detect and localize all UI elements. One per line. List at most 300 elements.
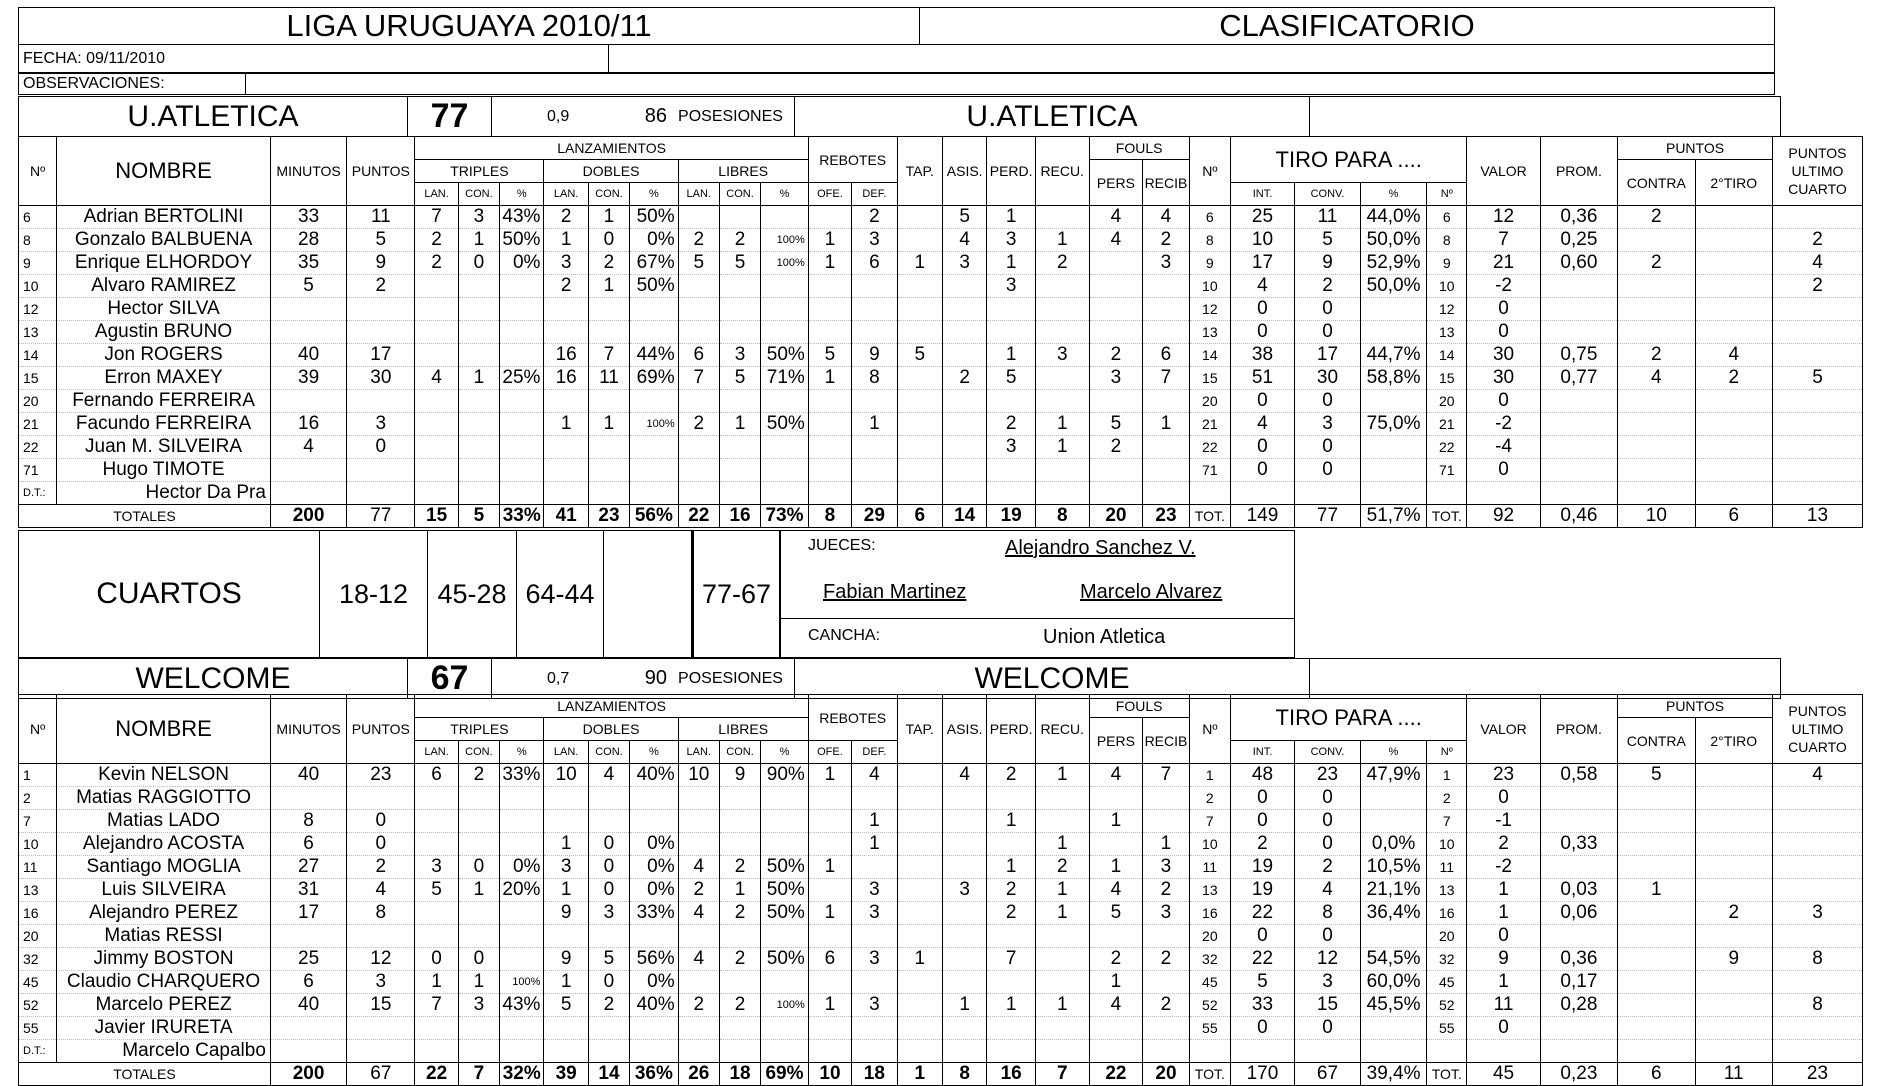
team2-lanzamientos-header: LANZAMIENTOS	[415, 695, 808, 718]
team2-valor: 9	[1467, 948, 1540, 971]
team2-nombre: Jimmy BOSTON	[57, 948, 271, 971]
team1-puntos	[347, 321, 415, 344]
player-row	[19, 764, 1863, 787]
team1-dt-blank	[719, 482, 760, 505]
team1-reb-ofe	[808, 436, 851, 459]
team1-minutos: 33	[270, 206, 346, 229]
observaciones-value	[246, 74, 1775, 95]
team1-segundo-tiro	[1695, 390, 1772, 413]
team1-ultimo-cuarto	[1772, 298, 1862, 321]
team2-recu: 1	[1035, 764, 1089, 787]
team1-reb-def: 3	[852, 229, 897, 252]
team2-tri-con: 2	[458, 764, 499, 787]
player-row	[19, 344, 1863, 367]
team1-tiro-pct	[1361, 390, 1427, 413]
team2-minutos: 25	[270, 948, 346, 971]
fecha-row	[18, 44, 1775, 73]
team1-reb-ofe: 1	[808, 252, 851, 275]
team1-recu	[1035, 321, 1089, 344]
player-row	[19, 436, 1863, 459]
team2-tri-con	[458, 902, 499, 925]
team1-dt-blank	[1467, 482, 1540, 505]
team2-tri-lan	[415, 902, 458, 925]
team2-int: 2	[1230, 833, 1294, 856]
team1-tiro-pct	[1361, 321, 1427, 344]
team1-nombre: Hector SILVA	[57, 298, 271, 321]
team1-f-pers	[1089, 459, 1143, 482]
cuartos-q3: 64-44	[517, 531, 604, 658]
team2-lib-lan: 4	[678, 948, 719, 971]
team2-recu	[1035, 787, 1089, 810]
team2-prom	[1540, 787, 1617, 810]
team1-f-recib: 7	[1143, 367, 1189, 390]
team1-lib-lan	[678, 390, 719, 413]
team2-dob-con: 0	[588, 879, 629, 902]
player-row	[19, 321, 1863, 344]
team1-dob-lan: 1	[544, 229, 588, 252]
team2-segundo-tiro	[1695, 787, 1772, 810]
team2-lib-con: 1	[719, 879, 760, 902]
team1-dob-lan: 3	[544, 252, 588, 275]
team2-totales-label: TOTALES	[19, 1063, 271, 1086]
team2-nro3: 2	[1427, 787, 1467, 810]
team1-dob-lan: 2	[544, 275, 588, 298]
team2-nro3: 10	[1427, 833, 1467, 856]
team1-prom-header: PROM.	[1540, 137, 1617, 206]
team2-valor: 1	[1467, 879, 1540, 902]
team2-dt-blank	[852, 1040, 897, 1063]
team1-tri-pct	[500, 390, 544, 413]
team1-nro2: 6	[1189, 206, 1230, 229]
team1-name: U.ATLETICA	[19, 97, 408, 137]
team1-dt-blank	[1143, 482, 1189, 505]
team1-f-recib	[1143, 390, 1189, 413]
team2-asis	[942, 787, 986, 810]
team1-dt-blank	[1035, 482, 1089, 505]
team2-tri-lan: 5	[415, 879, 458, 902]
team2-nro: 52	[19, 994, 57, 1017]
player-row	[19, 390, 1863, 413]
team2-puntos-ultimo-header	[1772, 695, 1862, 764]
team2-recu	[1035, 971, 1089, 994]
team1-int: 0	[1230, 459, 1294, 482]
team2-dob-con: 5	[588, 948, 629, 971]
team1-dt-blank	[942, 482, 986, 505]
team2-lib-lan-header: LAN.	[678, 741, 719, 764]
team1-nro3: 6	[1427, 206, 1467, 229]
team1-dt-blank	[678, 482, 719, 505]
team2-total-tri-pct: 32%	[500, 1063, 544, 1086]
team1-total-perd: 19	[987, 505, 1036, 528]
player-row	[19, 1017, 1863, 1040]
team2-f-pers	[1089, 833, 1143, 856]
team2-asis	[942, 971, 986, 994]
team2-recu	[1035, 948, 1089, 971]
team2-dob-lan-header: LAN.	[544, 741, 588, 764]
team2-lib-pct: 50%	[761, 879, 809, 902]
team2-minutos: 8	[270, 810, 346, 833]
team1-int: 0	[1230, 298, 1294, 321]
team1-segundo-tiro	[1695, 459, 1772, 482]
team2-segundo-tiro	[1695, 971, 1772, 994]
team2-tri-con	[458, 810, 499, 833]
team2-contra-header: CONTRA	[1618, 718, 1695, 764]
team2-nro: 10	[19, 833, 57, 856]
team1-nro: 22	[19, 436, 57, 459]
team1-lib-pct	[761, 436, 809, 459]
team1-lib-lan: 5	[678, 252, 719, 275]
team1-nombre: Hugo TIMOTE	[57, 459, 271, 482]
team2-tri-lan	[415, 925, 458, 948]
team1-prom	[1540, 436, 1617, 459]
team2-f-pers: 4	[1089, 994, 1143, 1017]
team2-tri-con: 1	[458, 971, 499, 994]
team1-tap: 1	[897, 252, 942, 275]
team2-dt-blank	[1540, 1040, 1617, 1063]
team1-conv-header: CONV.	[1294, 183, 1360, 206]
cancha-label: CANCHA:	[808, 627, 881, 644]
team1-dob-pct: 50%	[630, 206, 679, 229]
team2-nro3: 13	[1427, 879, 1467, 902]
team2-nombre: Alejandro PEREZ	[57, 902, 271, 925]
team2-recu: 1	[1035, 994, 1089, 1017]
team1-tiro-pct: 75,0%	[1361, 413, 1427, 436]
team2-valor: 0	[1467, 1017, 1540, 1040]
team2-reb-def: 3	[852, 902, 897, 925]
team2-dob-pct: 0%	[630, 971, 679, 994]
team2-tri-pct: 43%	[500, 994, 544, 1017]
team1-dob-pct: 44%	[630, 344, 679, 367]
team2-puntos: 8	[347, 902, 415, 925]
team2-nombre: Alejandro ACOSTA	[57, 833, 271, 856]
team1-dob-con	[588, 298, 629, 321]
team2-tri-pct	[500, 833, 544, 856]
team1-dt-blank	[1618, 482, 1695, 505]
player-row	[19, 856, 1863, 879]
player-row	[19, 413, 1863, 436]
team2-dob-con: 4	[588, 764, 629, 787]
team1-name-right: U.ATLETICA	[795, 97, 1310, 137]
team1-prom: 0,60	[1540, 252, 1617, 275]
team2-dob-con	[588, 1017, 629, 1040]
team2-ultimo-cuarto: 3	[1772, 902, 1862, 925]
team2-tap	[897, 1017, 942, 1040]
player-row	[19, 833, 1863, 856]
fecha: FECHA: 09/11/2010	[19, 45, 609, 73]
team1-total-dob-con: 23	[588, 505, 629, 528]
team2-reb-def	[852, 787, 897, 810]
team1-total-f-pers: 20	[1089, 505, 1143, 528]
team2-ultimo-cuarto	[1772, 1017, 1862, 1040]
team1-reb-ofe: 1	[808, 229, 851, 252]
team2-contra	[1618, 1017, 1695, 1040]
team1-dt-blank	[544, 482, 588, 505]
team2-recu	[1035, 810, 1089, 833]
team2-lib-con: 9	[719, 764, 760, 787]
team1-valor: -2	[1467, 275, 1540, 298]
team1-header	[18, 96, 1781, 137]
team2-reb-ofe	[808, 833, 851, 856]
team1-lib-con: 3	[719, 344, 760, 367]
team2-perd	[987, 925, 1036, 948]
team1-reb-ofe: 1	[808, 367, 851, 390]
team1-dt-blank	[270, 482, 346, 505]
team2-reb-ofe: 1	[808, 902, 851, 925]
team2-tri-lan: 7	[415, 994, 458, 1017]
team1-conv: 17	[1294, 344, 1360, 367]
team2-tri-pct	[500, 948, 544, 971]
team1-nro2: 14	[1189, 344, 1230, 367]
team2-tri-lan: 3	[415, 856, 458, 879]
team2-recu: 1	[1035, 879, 1089, 902]
team2-valor: 11	[1467, 994, 1540, 1017]
team2-reb-def	[852, 1017, 897, 1040]
team2-dt-blank	[500, 1040, 544, 1063]
team1-minutos: 40	[270, 344, 346, 367]
team2-tri-con: 0	[458, 948, 499, 971]
team1-int: 10	[1230, 229, 1294, 252]
team1-lib-con	[719, 298, 760, 321]
team2-puntos: 3	[347, 971, 415, 994]
team1-tri-con: 0	[458, 252, 499, 275]
team1-reb-def: 2	[852, 206, 897, 229]
team2-nombre: Santiago MOGLIA	[57, 856, 271, 879]
team2-score: 67	[408, 659, 492, 699]
team1-dob-con: 1	[588, 206, 629, 229]
team1-score: 77	[408, 97, 492, 137]
team2-tap-header: TAP.	[897, 695, 942, 764]
team1-conv: 0	[1294, 390, 1360, 413]
team2-tiro-pct: 54,5%	[1361, 948, 1427, 971]
team1-reb-ofe: 5	[808, 344, 851, 367]
team2-perd: 2	[987, 764, 1036, 787]
team2-prom: 0,33	[1540, 833, 1617, 856]
team2-dt-name: Marcelo Capalbo	[57, 1040, 271, 1063]
cuartos-label: CUARTOS	[19, 531, 320, 658]
team1-tap-header: TAP.	[897, 137, 942, 206]
team1-valor-header: VALOR	[1467, 137, 1540, 206]
team1-total-lib-pct: 73%	[761, 505, 809, 528]
team1-asis	[942, 298, 986, 321]
team1-lib-con: 1	[719, 413, 760, 436]
team2-nro3: 32	[1427, 948, 1467, 971]
team1-tri-con: 1	[458, 367, 499, 390]
team2-nro2: 55	[1189, 1017, 1230, 1040]
team2-nombre: Kevin NELSON	[57, 764, 271, 787]
team2-f-recib	[1143, 1017, 1189, 1040]
team1-valor: 7	[1467, 229, 1540, 252]
team2-minutos: 6	[270, 833, 346, 856]
team2-puntos: 12	[347, 948, 415, 971]
team2-segundo-tiro	[1695, 994, 1772, 1017]
player-row	[19, 275, 1863, 298]
team1-lib-pct	[761, 298, 809, 321]
team1-prom	[1540, 390, 1617, 413]
team1-tap	[897, 436, 942, 459]
team2-dob-pct-header: %	[630, 741, 679, 764]
team2-reb-ofe: 1	[808, 764, 851, 787]
team2-dob-con: 0	[588, 833, 629, 856]
team2-lib-pct: 50%	[761, 948, 809, 971]
team1-lib-pct: 100%	[761, 252, 809, 275]
team2-reb-def	[852, 856, 897, 879]
team1-perd	[987, 298, 1036, 321]
team1-dob-lan	[544, 321, 588, 344]
team1-dt-blank	[588, 482, 629, 505]
team1-puntos: 11	[347, 206, 415, 229]
team1-lib-lan	[678, 206, 719, 229]
team1-segundo-tiro	[1695, 252, 1772, 275]
team1-nro2: 12	[1189, 298, 1230, 321]
team2-f-pers	[1089, 925, 1143, 948]
team1-tri-pct: 43%	[500, 206, 544, 229]
team1-int: 0	[1230, 390, 1294, 413]
cancha: Union Atletica	[1043, 626, 1166, 648]
team1-puntos-ultimo-line-2: ULTIMO	[1791, 163, 1844, 179]
team2-f-recib: 1	[1143, 833, 1189, 856]
team1-dob-con-header: CON.	[588, 183, 629, 206]
team2-nro: 2	[19, 787, 57, 810]
team2-lib-pct: 100%	[761, 994, 809, 1017]
team2-reb-def	[852, 925, 897, 948]
team2-minutos	[270, 1017, 346, 1040]
team2-total-tiro-pct: 39,4%	[1361, 1063, 1427, 1086]
team2-nro3: 20	[1427, 925, 1467, 948]
team1-nro2: 9	[1189, 252, 1230, 275]
team1-prom: 0,77	[1540, 367, 1617, 390]
team1-recu: 2	[1035, 252, 1089, 275]
team1-dob-con: 1	[588, 275, 629, 298]
team2-total-dob-pct: 36%	[630, 1063, 679, 1086]
team1-total-prom: 0,46	[1540, 505, 1617, 528]
team2-lib-lan	[678, 810, 719, 833]
team1-contra	[1618, 390, 1695, 413]
team2-tap	[897, 810, 942, 833]
team1-asis	[942, 436, 986, 459]
team2-reb-ofe: 1	[808, 994, 851, 1017]
fecha-blank	[609, 45, 1775, 73]
team1-tap	[897, 206, 942, 229]
team2-dob-con	[588, 810, 629, 833]
team1-lib-con	[719, 275, 760, 298]
team1-puntos: 0	[347, 436, 415, 459]
team2-total-conv: 67	[1294, 1063, 1360, 1086]
team1-minutos-header: MINUTOS	[270, 137, 346, 206]
team2-reb-def	[852, 971, 897, 994]
team2-tri-con	[458, 1017, 499, 1040]
team1-nro3: 14	[1427, 344, 1467, 367]
team1-minutos: 39	[270, 367, 346, 390]
team1-nombre: Jon ROGERS	[57, 344, 271, 367]
team1-dob-lan	[544, 459, 588, 482]
player-row	[19, 229, 1863, 252]
team2-dt-blank	[987, 1040, 1036, 1063]
player-row	[19, 206, 1863, 229]
team2-recu	[1035, 925, 1089, 948]
team2-conv: 2	[1294, 856, 1360, 879]
team1-dob-lan: 16	[544, 367, 588, 390]
team1-total-tri-con: 5	[458, 505, 499, 528]
team1-nro3-header: Nº	[1427, 183, 1467, 206]
team1-int: 17	[1230, 252, 1294, 275]
team1-f-recib	[1143, 321, 1189, 344]
team1-tiro-para-header: TIRO PARA ....	[1230, 137, 1466, 183]
team1-nro: 6	[19, 206, 57, 229]
team1-lib-pct: 71%	[761, 367, 809, 390]
team1-recib-header: RECIB	[1143, 160, 1189, 206]
team1-dob-lan: 2	[544, 206, 588, 229]
team1-valor: -4	[1467, 436, 1540, 459]
team1-tiro-pct	[1361, 459, 1427, 482]
team1-conv: 0	[1294, 459, 1360, 482]
team2-pers-header: PERS	[1089, 718, 1143, 764]
team1-tiro-pct: 50,0%	[1361, 275, 1427, 298]
team1-contra	[1618, 275, 1695, 298]
team1-total-puntos: 77	[347, 505, 415, 528]
team1-valor: 21	[1467, 252, 1540, 275]
team1-puntos: 3	[347, 413, 415, 436]
team1-asis	[942, 344, 986, 367]
team1-conv: 0	[1294, 436, 1360, 459]
team2-lib-pct: 90%	[761, 764, 809, 787]
team2-contra	[1618, 994, 1695, 1017]
team2-def-header: DEF.	[852, 741, 897, 764]
team2-recib-header: RECIB	[1143, 718, 1189, 764]
team2-reb-ofe: 1	[808, 856, 851, 879]
team2-total-lib-pct: 69%	[761, 1063, 809, 1086]
team2-int: 0	[1230, 810, 1294, 833]
team2-minutos: 40	[270, 994, 346, 1017]
team2-nombre: Javier IRURETA	[57, 1017, 271, 1040]
team1-nro3: 13	[1427, 321, 1467, 344]
team2-valor: 0	[1467, 787, 1540, 810]
team1-tiro-pct: 58,8%	[1361, 367, 1427, 390]
team2-int-header: INT.	[1230, 741, 1294, 764]
team1-tri-pct	[500, 275, 544, 298]
team1-segundo-tiro	[1695, 275, 1772, 298]
team2-tiro-pct: 45,5%	[1361, 994, 1427, 1017]
team2-tiro-pct	[1361, 1017, 1427, 1040]
team1-tap	[897, 390, 942, 413]
team2-f-pers: 4	[1089, 764, 1143, 787]
team2-lib-pct	[761, 971, 809, 994]
team1-reb-def: 8	[852, 367, 897, 390]
team2-lib-con-header: CON.	[719, 741, 760, 764]
team2-conv: 12	[1294, 948, 1360, 971]
team2-ultimo-cuarto	[1772, 787, 1862, 810]
team1-lib-con	[719, 206, 760, 229]
team1-puntos: 2	[347, 275, 415, 298]
team2-recu: 1	[1035, 833, 1089, 856]
team1-tri-con	[458, 298, 499, 321]
team1-total-valor: 92	[1467, 505, 1540, 528]
team2-dob-pct: 40%	[630, 994, 679, 1017]
team1-nombre: Facundo FERREIRA	[57, 413, 271, 436]
team2-f-pers: 1	[1089, 971, 1143, 994]
team1-dob-con: 2	[588, 252, 629, 275]
team2-prom	[1540, 1017, 1617, 1040]
team1-valor: 12	[1467, 206, 1540, 229]
team2-lib-con	[719, 971, 760, 994]
team2-dob-lan: 1	[544, 879, 588, 902]
team2-nombre-header: NOMBRE	[57, 695, 271, 764]
cuartos-q4	[604, 531, 693, 658]
team1-prom	[1540, 298, 1617, 321]
team1-lib-pct	[761, 459, 809, 482]
team2-dob-pct	[630, 810, 679, 833]
team2-f-pers: 4	[1089, 879, 1143, 902]
team1-tri-pct: 25%	[500, 367, 544, 390]
